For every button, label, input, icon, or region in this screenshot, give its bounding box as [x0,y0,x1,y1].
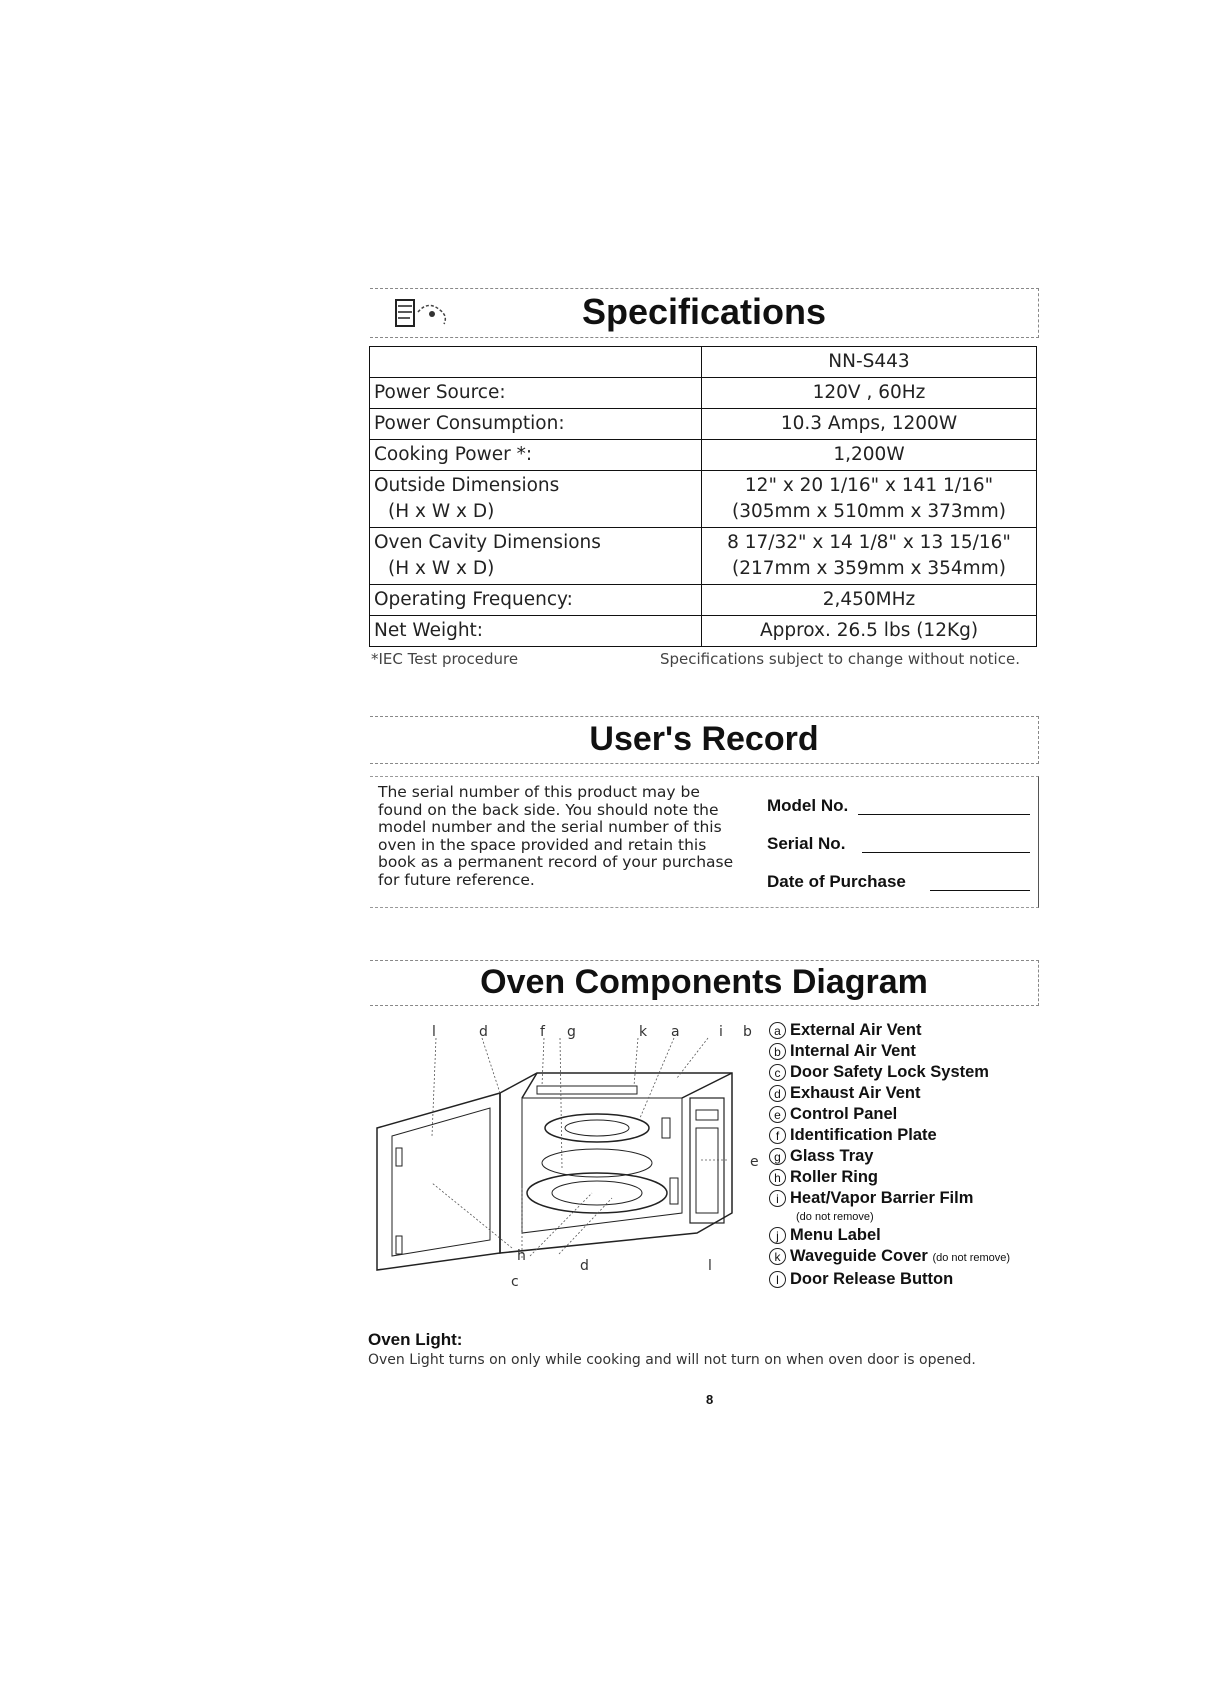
table-row [370,347,1037,378]
legend-text: Door Release Button [790,1270,954,1288]
table-row [370,616,1037,647]
diagram-label-d2: d [580,1258,589,1274]
users-record-header [370,716,1039,764]
legend-text: Door Safety Lock System [790,1063,989,1081]
diagram-label-l2: l [708,1258,712,1274]
model-no-line[interactable] [858,814,1030,815]
table-row [370,528,1037,585]
legend-item [769,1041,1010,1062]
spec-cell [370,528,702,585]
spec-label: Power Consumption: [370,409,702,440]
diagram-label-g: g [567,1024,576,1040]
legend-item [769,1104,1010,1125]
components-legend [769,1020,1010,1290]
legend-letter: c [769,1064,786,1081]
oven-light-text: Oven Light turns on only while cooking and will not turn on when oven door is opened. [368,1352,976,1368]
date-of-purchase-line[interactable] [930,890,1030,891]
table-row [370,471,1037,528]
spec-value: 12" x 20 1/16" x 141 1/16" [744,475,994,496]
spec-cell [370,471,702,528]
legend-letter: j [769,1227,786,1244]
spec-subvalue: (217mm x 359mm x 354mm) [732,558,1006,579]
users-record-title: User's Record [589,720,819,758]
legend-text: Menu Label [790,1226,881,1244]
legend-item [769,1269,1010,1290]
legend-text: Exhaust Air Vent [790,1084,921,1102]
serial-no-line[interactable] [862,852,1030,853]
spec-label: Net Weight: [370,616,702,647]
spec-value: 1,200W [702,440,1037,471]
table-corner [370,347,702,378]
spec-value: 10.3 Amps, 1200W [702,409,1037,440]
legend-text: Heat/Vapor Barrier Film [790,1189,974,1207]
legend-letter: d [769,1085,786,1102]
spec-cell [702,471,1037,528]
spec-value: Approx. 26.5 lbs (12Kg) [702,616,1037,647]
legend-item [769,1125,1010,1146]
legend-note: (do not remove) [796,1211,874,1223]
legend-inline-note: (do not remove) [932,1252,1011,1264]
spec-label: Operating Frequency: [370,585,702,616]
footnote-left: *IEC Test procedure [371,650,519,668]
spec-subvalue: (305mm x 510mm x 373mm) [732,501,1006,522]
spec-sublabel: (H x W x D) [388,558,495,579]
legend-item [769,1188,1010,1209]
legend-letter: g [769,1148,786,1165]
page-number: 8 [706,1392,714,1407]
legend-item [769,1167,1010,1188]
serial-no-label: Serial No. [767,834,846,853]
legend-item [769,1083,1010,1104]
legend-item [769,1020,1010,1041]
diagram-label-l: l [432,1024,436,1040]
legend-letter: e [769,1106,786,1123]
legend-text: Control Panel [790,1105,898,1123]
glass-tray [527,1173,667,1213]
oven-body [500,1073,732,1253]
specifications-title: Specifications [581,291,827,332]
spec-label: Oven Cavity Dimensions [374,532,601,553]
spec-sublabel: (H x W x D) [388,501,495,522]
diagram-label-a: a [671,1024,680,1040]
components-title: Oven Components Diagram [480,963,928,1001]
legend-text: Internal Air Vent [790,1042,916,1060]
diagram-label-k: k [639,1024,648,1040]
diagram-label-c: c [511,1274,519,1290]
legend-item [769,1225,1010,1246]
footnote-right: Specifications subject to change without notice. [660,650,1020,668]
legend-letter: h [769,1169,786,1186]
diagram-label-b: b [743,1024,752,1040]
table-row [370,409,1037,440]
legend-text: Roller Ring [790,1168,879,1186]
components-header [370,960,1039,1006]
table-row [370,378,1037,409]
legend-item [769,1246,1010,1269]
model-no-label: Model No. [767,796,849,815]
legend-text: External Air Vent [790,1021,922,1039]
spec-label: Cooking Power *: [370,440,702,471]
legend-text: Waveguide Cover [790,1247,928,1265]
spec-table [369,346,1037,647]
spec-value: 120V , 60Hz [702,378,1037,409]
legend-item [769,1062,1010,1083]
legend-letter: b [769,1043,786,1060]
diagram-label-e: e [750,1154,759,1170]
model-header: NN-S443 [702,347,1037,378]
spec-cell [702,528,1037,585]
legend-letter: l [769,1271,786,1288]
table-row [370,585,1037,616]
users-record-text: The serial number of this product may be found on the back side. You should note the model number and the serial number of this oven in the space provided and retain this book as a permanent record of your purchase for future reference. [378,783,734,889]
legend-letter: a [769,1022,786,1039]
legend-letter: f [769,1127,786,1144]
oven-diagram [372,1018,762,1298]
diagram-label-h: h [517,1248,526,1264]
legend-item [769,1146,1010,1167]
legend-letter: k [769,1248,786,1265]
oven-light-title: Oven Light: [368,1330,463,1349]
diagram-label-f: f [540,1024,545,1040]
diagram-label-d: d [479,1024,488,1040]
control-panel [690,1098,724,1223]
spec-value: 2,450MHz [702,585,1037,616]
diagram-label-i: i [719,1024,723,1040]
manual-icon [388,292,458,334]
legend-text: Glass Tray [790,1147,874,1165]
spec-value: 8 17/32" x 14 1/8" x 13 15/16" [727,532,1011,553]
specifications-header [370,288,1039,338]
spec-label: Outside Dimensions [374,475,560,496]
legend-letter: i [769,1190,786,1207]
date-of-purchase-label: Date of Purchase [767,872,906,891]
table-row [370,440,1037,471]
legend-text: Identification Plate [790,1126,937,1144]
oven-door [377,1093,500,1270]
spec-label: Power Source: [370,378,702,409]
